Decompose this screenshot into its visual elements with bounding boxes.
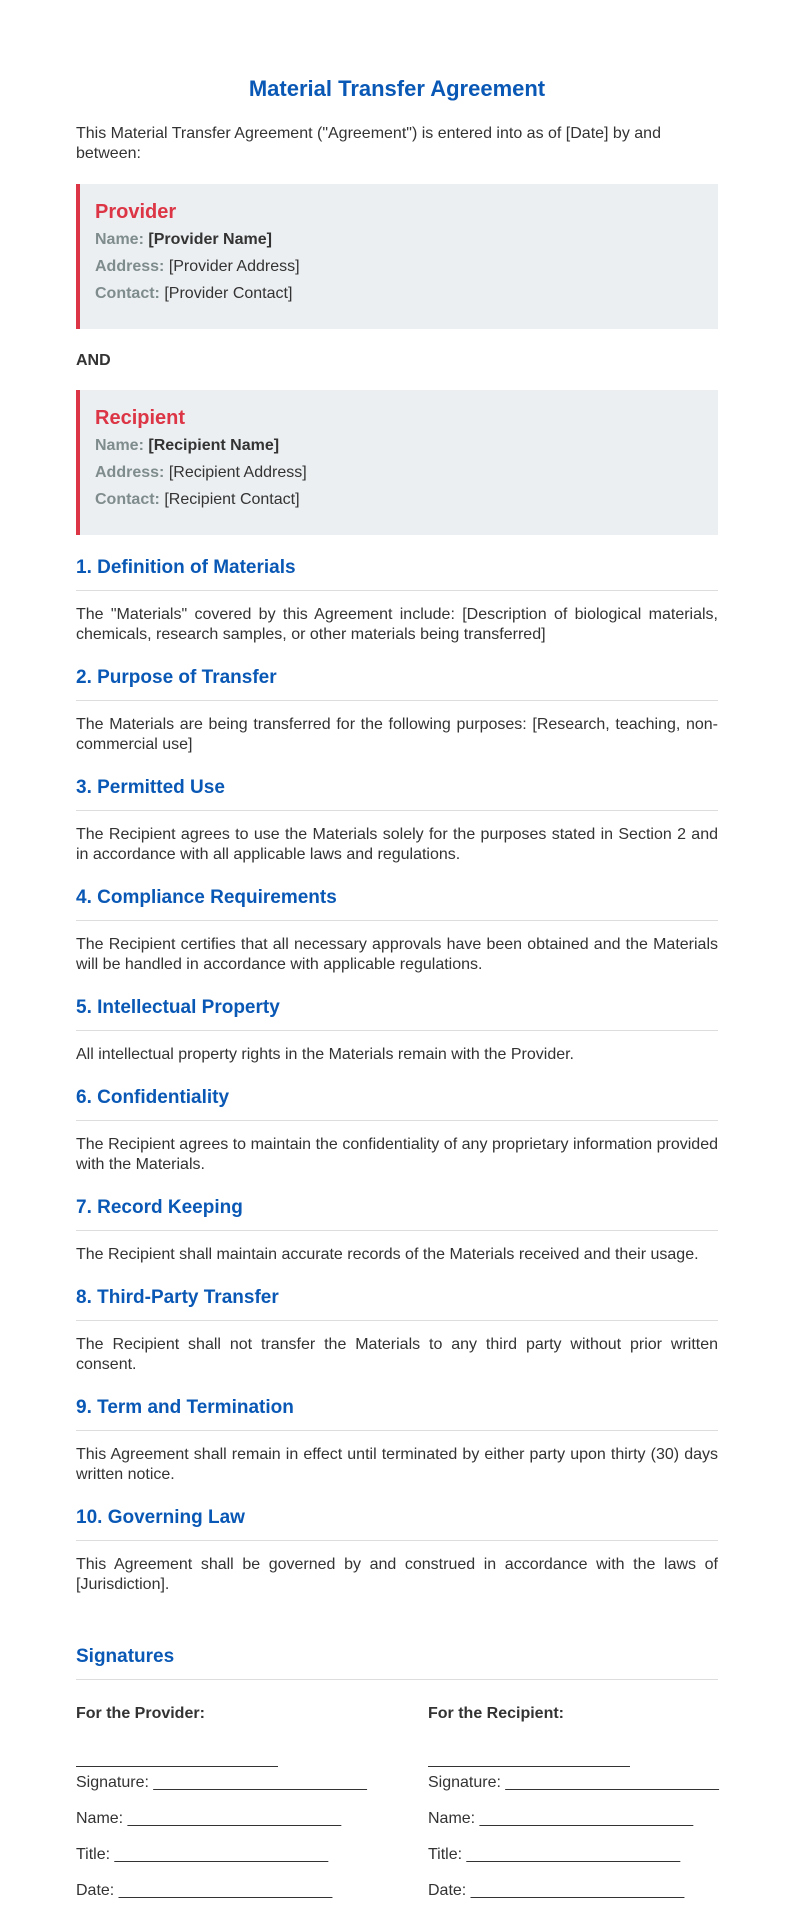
section-text: The Recipient certifies that all necessary approvals have been obtained and the Materials will be handled in accordance with applicable regulations. [76, 936, 718, 973]
recipient-address-label: Address: [95, 464, 165, 481]
provider-address-row [95, 257, 702, 277]
section-heading: 3. Permitted Use [76, 776, 718, 811]
provider-signature-block [76, 1704, 366, 1917]
recipient-for-label: For the Recipient: [428, 1705, 565, 1722]
recipient-box [76, 390, 718, 535]
section-heading: 10. Governing Law [76, 1506, 718, 1541]
signatures-section [76, 1645, 718, 1917]
recipient-contact-row [95, 490, 702, 510]
signatures-heading: Signatures [76, 1645, 718, 1680]
document-title: Material Transfer Agreement [248, 76, 546, 101]
provider-date-field: Date: ________________________ [76, 1882, 333, 1899]
recipient-address-row [95, 463, 702, 483]
recipient-address-value: [Recipient Address] [168, 464, 307, 481]
section-text: The Recipient agrees to maintain the confidentiality of any proprietary information provided with the Materials. [76, 1136, 718, 1173]
provider-name-row [95, 230, 702, 250]
section-permitted-use [76, 776, 718, 865]
provider-name-value: [Provider Name] [148, 231, 272, 248]
provider-for-label: For the Provider: [76, 1705, 205, 1722]
recipient-name-label: Name: [95, 437, 144, 454]
section-heading: 2. Purpose of Transfer [76, 666, 718, 701]
provider-name-label: Name: [95, 231, 144, 248]
intro-paragraph: This Material Transfer Agreement ("Agreement") is entered into as of [Date] by and between: [76, 125, 661, 162]
section-heading: 8. Third-Party Transfer [76, 1286, 718, 1321]
recipient-name-field: Name: ________________________ [428, 1810, 694, 1827]
section-text: All intellectual property rights in the Materials remain with the Provider. [76, 1046, 574, 1063]
recipient-contact-label: Contact: [95, 491, 160, 508]
section-intellectual-property [76, 996, 718, 1065]
section-heading: 4. Compliance Requirements [76, 886, 718, 921]
provider-title-field: Title: ________________________ [76, 1846, 329, 1863]
section-third-party-transfer [76, 1286, 718, 1375]
section-heading: 9. Term and Termination [76, 1396, 718, 1431]
section-heading: 7. Record Keeping [76, 1196, 718, 1231]
provider-heading: Provider [95, 201, 177, 223]
section-text: The Recipient shall maintain accurate records of the Materials received and their usage. [76, 1246, 699, 1263]
recipient-name-value: [Recipient Name] [148, 437, 280, 454]
section-text: This Agreement shall be governed by and construed in accordance with the laws of [Jurisdiction]. [76, 1556, 718, 1593]
recipient-signature-line [428, 1766, 630, 1767]
provider-contact-row [95, 284, 702, 304]
section-text: The Recipient shall not transfer the Materials to any third party without prior written consent. [76, 1336, 718, 1373]
recipient-name-row [95, 436, 702, 456]
recipient-title-field: Title: ________________________ [428, 1846, 681, 1863]
section-compliance-requirements [76, 886, 718, 975]
section-governing-law [76, 1506, 718, 1595]
provider-contact-label: Contact: [95, 285, 160, 302]
section-confidentiality [76, 1086, 718, 1175]
recipient-heading: Recipient [95, 407, 186, 429]
provider-box [76, 184, 718, 329]
recipient-contact-value: [Recipient Contact] [164, 491, 300, 508]
recipient-signature-field: Signature: ________________________ [428, 1774, 719, 1791]
section-heading: 6. Confidentiality [76, 1086, 718, 1121]
section-heading: 1. Definition of Materials [76, 556, 718, 591]
section-text: This Agreement shall remain in effect until terminated by either party upon thirty (30) days written notice. [76, 1446, 718, 1483]
provider-signature-field: Signature: ________________________ [76, 1774, 367, 1791]
section-term-and-termination [76, 1396, 718, 1485]
recipient-date-field: Date: ________________________ [428, 1882, 685, 1899]
provider-address-value: [Provider Address] [168, 258, 300, 275]
section-heading: 5. Intellectual Property [76, 996, 718, 1031]
provider-address-label: Address: [95, 258, 165, 275]
section-text: The Materials are being transferred for the following purposes: [Research, teaching, non-commercial use] [76, 716, 718, 753]
section-text: The "Materials" covered by this Agreement include: [Description of biological materials, chemicals, research samples, or other materials being transferred] [76, 606, 718, 643]
section-purpose-of-transfer [76, 666, 718, 755]
recipient-signature-block [428, 1704, 718, 1917]
section-definition-of-materials [76, 556, 718, 645]
provider-name-field: Name: ________________________ [76, 1810, 342, 1827]
provider-contact-value: [Provider Contact] [164, 285, 293, 302]
section-record-keeping [76, 1196, 718, 1265]
and-separator: AND [76, 352, 111, 369]
provider-signature-line [76, 1766, 278, 1767]
section-text: The Recipient agrees to use the Materials solely for the purposes stated in Section 2 and in accordance with all applicable laws and regulations. [76, 826, 718, 863]
signature-grid [76, 1704, 718, 1917]
